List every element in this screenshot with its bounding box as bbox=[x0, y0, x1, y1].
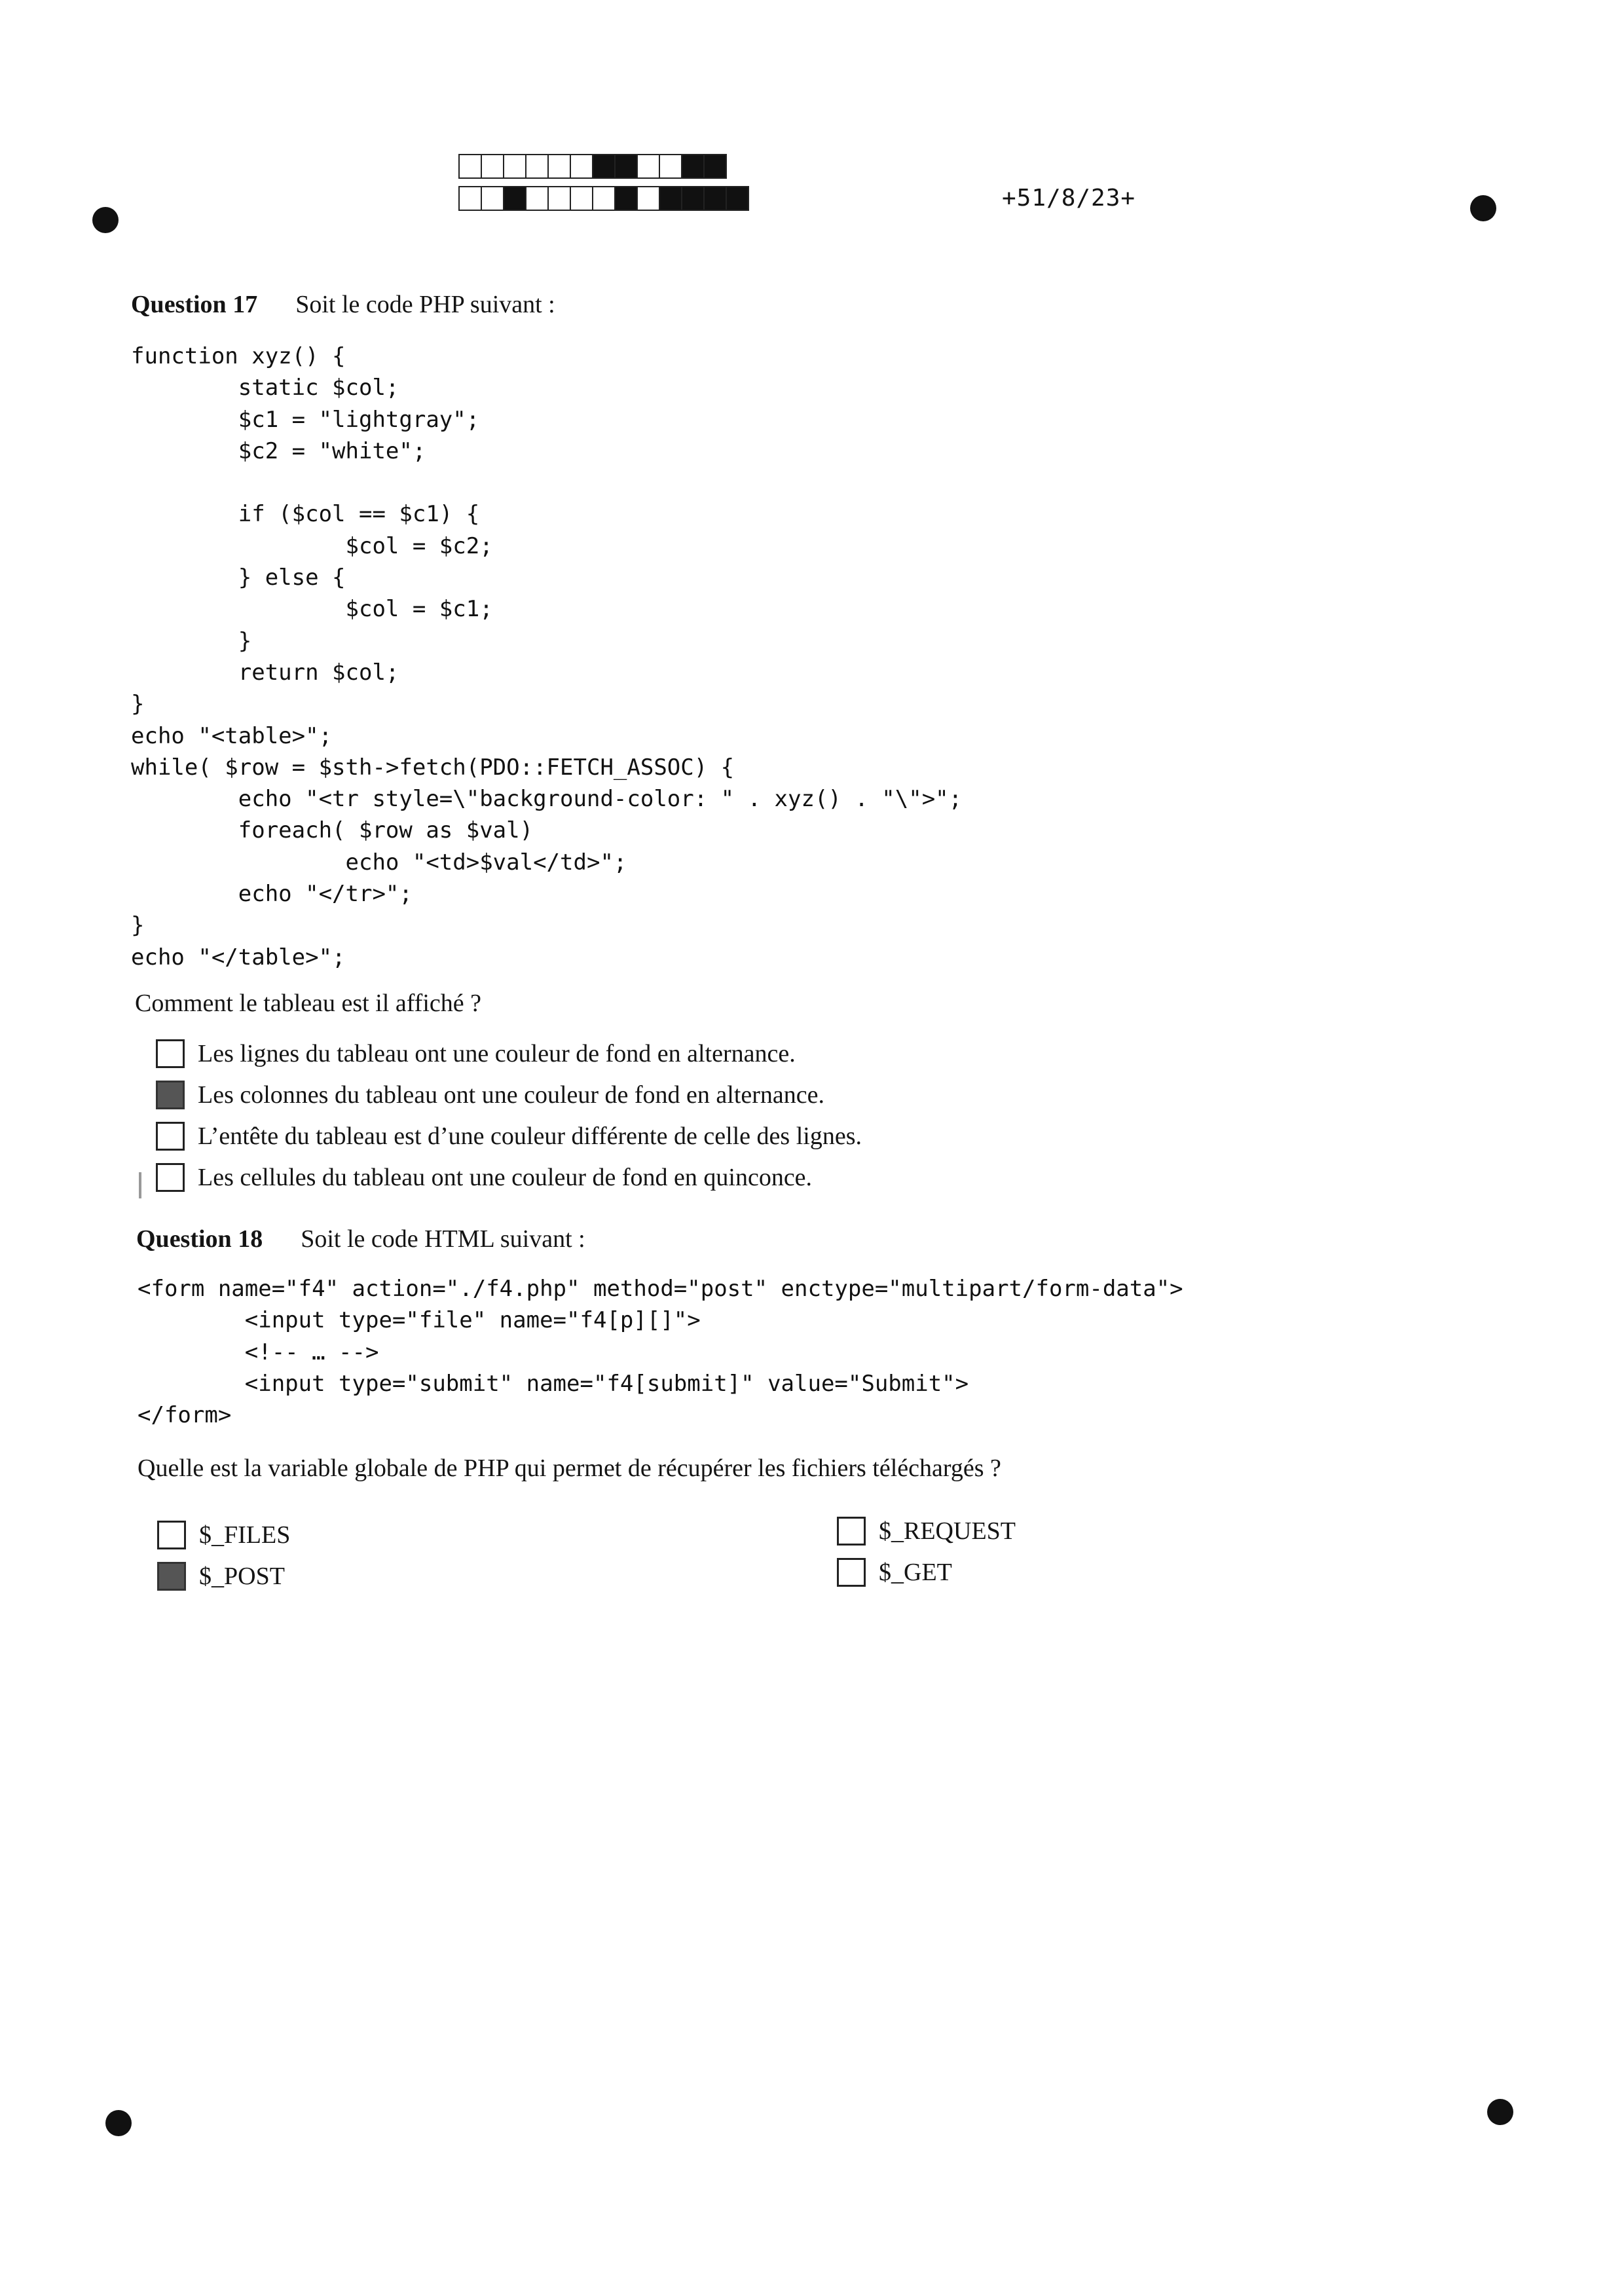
question-17-option-4[interactable] bbox=[156, 1163, 812, 1192]
id-code-box bbox=[637, 154, 660, 179]
checkbox[interactable] bbox=[157, 1562, 186, 1591]
id-code-box bbox=[547, 186, 571, 211]
id-code-box bbox=[592, 154, 616, 179]
question-17-option-2[interactable] bbox=[156, 1081, 824, 1109]
id-code-box bbox=[525, 154, 549, 179]
registration-mark-top-right bbox=[1470, 195, 1496, 221]
option-label: L’entête du tableau est d’une couleur différente de celle des lignes. bbox=[198, 1122, 862, 1150]
id-code-box bbox=[659, 154, 682, 179]
checkbox[interactable] bbox=[837, 1558, 866, 1587]
question-18-header bbox=[136, 1225, 585, 1253]
registration-mark-top-left bbox=[92, 207, 119, 233]
id-code-box bbox=[525, 186, 549, 211]
copy-identifier: +51/8/23+ bbox=[1002, 185, 1136, 212]
checkbox[interactable] bbox=[837, 1517, 866, 1546]
checkbox[interactable] bbox=[156, 1081, 185, 1109]
question-18-number: Question 18 bbox=[136, 1225, 263, 1253]
checkbox[interactable] bbox=[156, 1163, 185, 1192]
checkbox[interactable] bbox=[156, 1039, 185, 1068]
id-code-box bbox=[547, 154, 571, 179]
option-label: Les cellules du tableau ont une couleur de fond en quinconce. bbox=[198, 1164, 813, 1191]
question-18-option-post[interactable] bbox=[157, 1562, 285, 1591]
option-label: $_FILES bbox=[199, 1521, 291, 1549]
id-code-box bbox=[681, 186, 705, 211]
option-label: Les lignes du tableau ont une couleur de fond en alternance. bbox=[198, 1040, 796, 1067]
id-code-box bbox=[481, 154, 504, 179]
id-code-box bbox=[637, 186, 660, 211]
question-17-header bbox=[131, 290, 555, 319]
registration-mark-bottom-left bbox=[105, 2110, 132, 2136]
question-17-option-3[interactable] bbox=[156, 1122, 862, 1151]
question-18-option-request[interactable] bbox=[837, 1517, 1016, 1546]
question-17-option-1[interactable] bbox=[156, 1039, 796, 1068]
id-code-box bbox=[503, 186, 526, 211]
id-code-box bbox=[570, 154, 593, 179]
question-18-option-files[interactable] bbox=[157, 1521, 290, 1549]
id-code-box bbox=[703, 186, 727, 211]
id-code-box bbox=[503, 154, 526, 179]
question-18-html-code: <form name="f4" action="./f4.php" method="post" enctype="multipart/form-data"> <input type="file" name="f4[p][]"> <!-- … --> <input type="submit" name="f4[submit]" value="Submit"> </form> bbox=[138, 1276, 1183, 1429]
question-18-intro: Soit le code HTML suivant : bbox=[301, 1225, 585, 1253]
id-code-box bbox=[458, 186, 482, 211]
pencil-mark bbox=[139, 1172, 141, 1198]
checkbox[interactable] bbox=[157, 1521, 186, 1549]
checkbox[interactable] bbox=[156, 1122, 185, 1151]
id-code-box bbox=[614, 154, 638, 179]
id-code-box bbox=[681, 154, 705, 179]
registration-mark-bottom-right bbox=[1487, 2099, 1513, 2125]
id-code-box bbox=[703, 154, 727, 179]
question-18-option-get[interactable] bbox=[837, 1558, 952, 1587]
id-code-box bbox=[592, 186, 616, 211]
option-label: $_REQUEST bbox=[879, 1517, 1016, 1545]
id-code-box bbox=[659, 186, 682, 211]
student-id-code-row-1 bbox=[458, 154, 726, 180]
question-17-intro: Soit le code PHP suivant : bbox=[295, 291, 555, 318]
option-label: $_GET bbox=[879, 1559, 952, 1586]
student-id-code-row-2 bbox=[458, 186, 748, 212]
id-code-box bbox=[614, 186, 638, 211]
question-18-prompt: Quelle est la variable globale de PHP qui permet de récupérer les fichiers téléchargés ? bbox=[138, 1454, 1001, 1482]
option-label: $_POST bbox=[199, 1563, 285, 1590]
id-code-box bbox=[726, 186, 749, 211]
id-code-box bbox=[481, 186, 504, 211]
id-code-box bbox=[570, 186, 593, 211]
option-label: Les colonnes du tableau ont une couleur de fond en alternance. bbox=[198, 1081, 825, 1109]
question-17-number: Question 17 bbox=[131, 291, 258, 318]
id-code-box bbox=[458, 154, 482, 179]
question-17-prompt: Comment le tableau est il affiché ? bbox=[135, 990, 481, 1017]
question-17-php-code: function xyz() { static $col; $c1 = "lightgray"; $c2 = "white"; if ($col == $c1) { $col = $c2; } else { $col = $c1; } return $col; } echo "<table>"; while( $row = $sth->fetch(PDO::FETCH_ASSOC) { echo "<tr style=\"background-color: " . xyz() . "\">"; foreach( $row as $val) echo "<td>$val</td>"; echo "</tr>"; } echo "</table>"; bbox=[131, 343, 963, 971]
